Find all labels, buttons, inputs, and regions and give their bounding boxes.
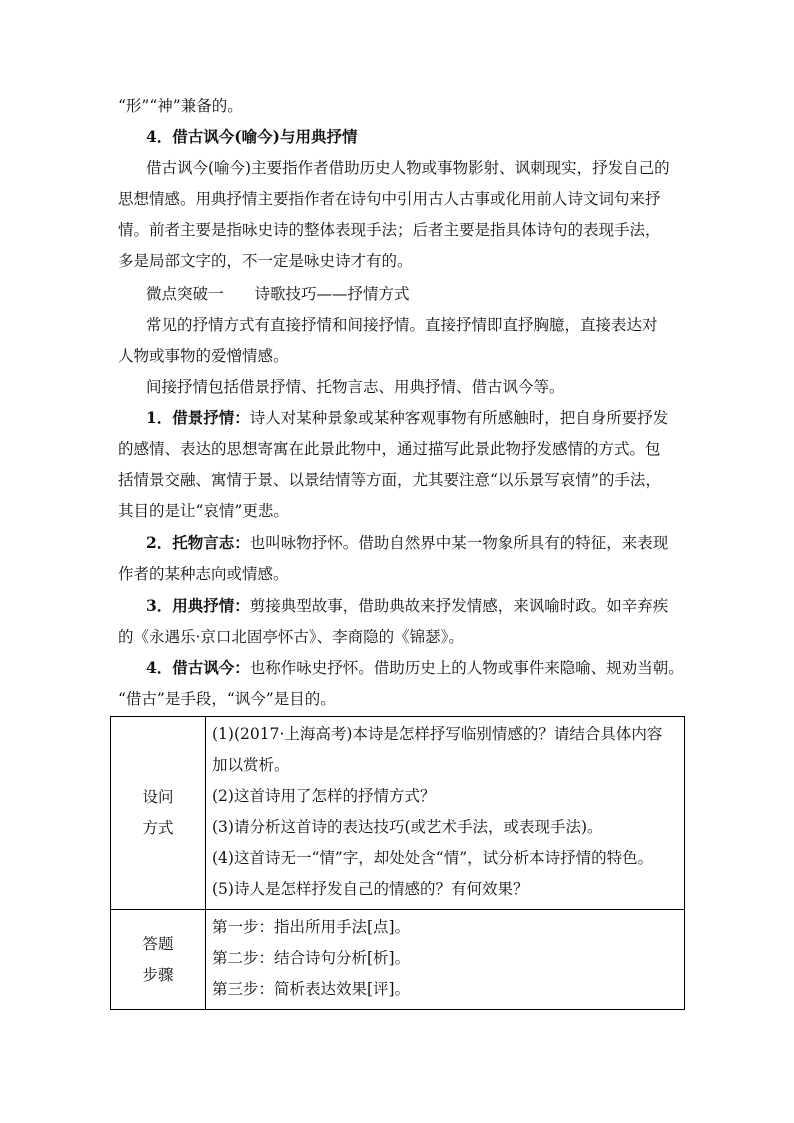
table-content-cell [206,910,685,1010]
list-item-4 [146,658,684,678]
table-label-cell [111,717,206,910]
table-line: 第三步：简析表达效果[评]。 [212,980,411,998]
table-line: (4)这首诗无一“情”字，却处处含“情”，试分析本诗抒情的特色。 [212,849,654,867]
table-label-cell [111,910,206,1010]
cell-label: 设问 [142,788,174,806]
cell-label: 方式 [142,819,174,837]
item-label: 1．借景抒情： [146,408,250,427]
list-item-1 [146,408,668,428]
text-line: 情。前者主要是指咏史诗的整体表现手法；后者主要是指具体诗句的表现手法， [118,221,661,239]
text-line: 借古讽今(喻今)主要指作者借助历史人物或事物影射、讽刺现实，抒发自己的 [146,159,670,177]
table-row [111,910,685,1010]
text-line: 其目的是让“哀情”更悲。 [118,502,289,520]
list-item-2 [146,533,668,553]
heading-4: 4．借古讽今(喻今)与用典抒情 [146,127,358,146]
item-text: 剪接典型故事，借助典故来抒发情感，来讽喻时政。如辛弃疾 [249,597,669,615]
answer-method-table [110,716,685,1010]
section-title: 微点突破一 诗歌技巧——抒情方式 [146,285,410,303]
text-line: “形”“神”兼备的。 [118,97,243,115]
table-row [111,717,685,910]
item-label: 2．托物言志： [146,533,250,552]
table-line: 加以赏析。 [212,756,290,774]
text-line: 的感情、表达的思想寄寓在此景此物中，通过描写此景此物抒发感情的方式。包 [118,440,661,458]
table-line: 第二步：结合诗句分析[析]。 [212,949,411,967]
text-line: 括情景交融、寓情于景、以景结情等方面，尤其要注意“以乐景写哀情”的手法， [118,471,661,489]
text-line: 人物或事物的爱憎情感。 [118,347,289,365]
item-label: 4．借古讽今： [146,658,250,677]
item-text: 诗人对某种景象或某种客观事物有所感触时，把自身所要抒发 [249,409,669,427]
text-line: 多是局部文字的，不一定是咏史诗才有的。 [118,252,413,270]
table-line: (5)诗人是怎样抒发自己的情感的？有何效果？ [212,880,529,898]
item-label: 3．用典抒情： [146,596,250,615]
text-line: 的《永遇乐·京口北固亭怀古》、李商隐的《锦瑟》。 [118,628,464,646]
cell-label: 答题 [142,934,174,953]
cell-label: 步骤 [142,965,174,984]
text-line: 作者的某种志向或情感。 [118,565,289,583]
table-line: (1)(2017·上海高考)本诗是怎样抒写临别情感的？请结合具体内容 [212,725,663,743]
text-line: 思想情感。用典抒情主要指作者在诗句中引用古人古事或化用前人诗文词句来抒 [118,190,661,208]
text-line: 常见的抒情方式有直接抒情和间接抒情。直接抒情即直抒胸臆，直接表达对 [146,316,658,334]
table-line: (3)请分析这首诗的表达技巧(或艺术手法，或表现手法)。 [212,818,603,836]
table-line: (2)这首诗用了怎样的抒情方式？ [212,787,436,805]
table-content-cell [206,717,685,910]
table-line: 第一步：指出所用手法[点]。 [212,918,411,936]
text-line: “借古”是手段，“讽今”是目的。 [118,690,336,708]
list-item-3 [146,596,668,616]
item-text: 也称作咏史抒怀。借助历史上的人物或事件来隐喻、规劝当朝。 [249,659,684,677]
item-text: 也叫咏物抒怀。借助自然界中某一物象所具有的特征，来表现 [249,534,669,552]
text-line: 间接抒情包括借景抒情、托物言志、用典抒情、借古讽今等。 [146,378,565,396]
